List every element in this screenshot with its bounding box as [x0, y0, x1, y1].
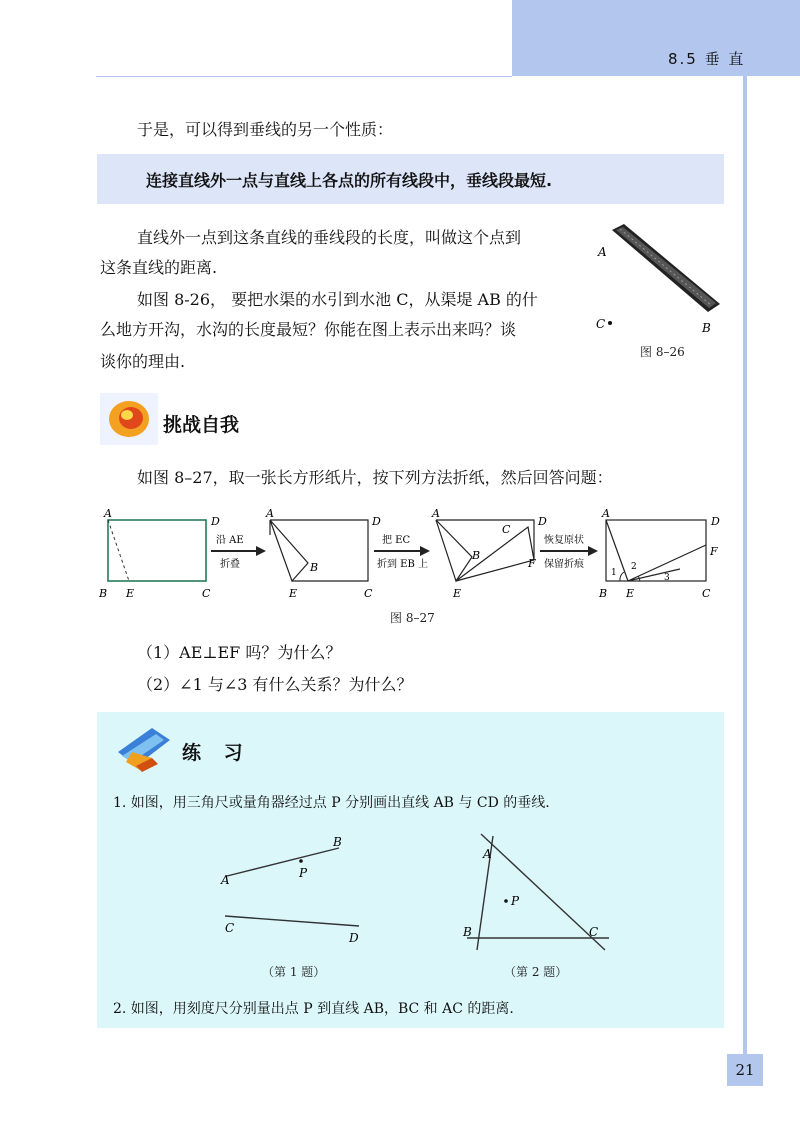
exercise-icon — [112, 722, 176, 774]
svg-text:3: 3 — [664, 573, 670, 583]
section-title: 8.5 垂 直 — [668, 50, 746, 68]
svg-text:C: C — [502, 523, 511, 536]
svg-text:A: A — [432, 507, 440, 520]
challenge-q1: （1）AE⊥EF 吗？为什么？ — [137, 643, 342, 662]
exercise-item-1: 1. 如图，用三角尺或量角器经过点 P 分别画出直线 AB 与 CD 的垂线. — [113, 795, 550, 811]
svg-text:D: D — [372, 515, 381, 528]
fig26-caption: 图 8–26 — [640, 345, 685, 359]
page-number: 21 — [727, 1054, 763, 1086]
svg-text:折到 EB 上: 折到 EB 上 — [377, 559, 429, 570]
fold-step-1 — [98, 507, 220, 600]
svg-text:D: D — [711, 515, 720, 528]
svg-text:A: A — [221, 873, 230, 887]
svg-text:C: C — [702, 587, 711, 600]
svg-text:F: F — [710, 545, 718, 558]
header-rule — [96, 76, 512, 77]
fold-step-2 — [265, 507, 381, 600]
fold-step-3 — [431, 507, 547, 600]
svg-text:B: B — [463, 925, 472, 939]
question-line3: 谈你的理由. — [100, 352, 186, 371]
svg-text:D: D — [538, 515, 547, 528]
intro-text: 于是，可以得到垂线的另一个性质： — [137, 120, 394, 139]
question-line2: 么地方开沟，水沟的长度最短？你能在图上表示出来吗？谈 — [100, 320, 517, 339]
svg-text:E: E — [626, 587, 635, 600]
canal-bank-ab — [612, 224, 720, 312]
fold-arrow-3 — [540, 533, 598, 570]
svg-text:沿 AE: 沿 AE — [216, 535, 244, 546]
svg-text:P: P — [511, 894, 520, 908]
svg-text:B: B — [310, 561, 319, 574]
svg-text:P: P — [299, 866, 308, 880]
fig26-label-c: C — [596, 317, 606, 331]
fig27-caption: 图 8–27 — [390, 611, 435, 625]
svg-text:B: B — [99, 587, 108, 600]
fig26-label-b: B — [702, 321, 711, 335]
svg-text:D: D — [211, 515, 220, 528]
challenge-icon — [100, 393, 158, 445]
exercise-item-2: 2. 如图，用刻度尺分别量出点 P 到直线 AB，BC 和 AC 的距离. — [113, 1001, 514, 1017]
svg-text:A: A — [483, 847, 492, 861]
svg-text:C: C — [364, 587, 373, 600]
svg-text:A: A — [104, 507, 112, 520]
svg-text:E: E — [453, 587, 462, 600]
svg-text:2: 2 — [631, 562, 637, 572]
svg-text:把 EC: 把 EC — [382, 535, 411, 546]
point-p-triangle — [504, 899, 508, 903]
challenge-title: 挑战自我 — [163, 414, 240, 436]
fold-step-4 — [598, 507, 720, 600]
exercise-fig1-caption: （第 1 题） — [262, 965, 326, 979]
svg-text:恢复原状: 恢复原状 — [544, 535, 584, 546]
exercise-figure-1 — [215, 830, 375, 950]
line-ac-triangle — [481, 834, 605, 950]
svg-text:D: D — [349, 931, 359, 945]
distance-def-line1: 直线外一点到这条直线的垂线段的长度，叫做这个点到 — [137, 228, 522, 247]
property-text: 连接直线外一点与直线上各点的所有线段中，垂线段最短. — [146, 171, 553, 190]
exercise-fig2-caption: （第 2 题） — [504, 965, 568, 979]
challenge-q2: （2）∠1 与∠3 有什么关系？为什么？ — [137, 675, 413, 694]
svg-text:B: B — [472, 549, 481, 562]
page-side-rule — [743, 76, 747, 1086]
distance-def-line2: 这条直线的距离. — [100, 258, 218, 277]
exercise-figure-2 — [455, 828, 615, 958]
svg-text:E: E — [126, 587, 135, 600]
figure-8-26 — [590, 220, 730, 340]
fold-arrow-1 — [211, 534, 266, 570]
point-p — [299, 859, 303, 863]
figure-8-27 — [96, 505, 736, 605]
svg-text:C: C — [202, 587, 211, 600]
svg-text:C: C — [589, 925, 599, 939]
svg-text:1: 1 — [611, 568, 617, 578]
svg-text:保留折痕: 保留折痕 — [544, 559, 584, 570]
line-ab — [227, 848, 339, 876]
svg-text:折叠: 折叠 — [220, 559, 240, 570]
svg-text:B: B — [333, 835, 342, 849]
svg-text:A: A — [266, 507, 274, 520]
pool-point-c — [608, 321, 612, 325]
header-band — [512, 0, 800, 76]
svg-text:E: E — [289, 587, 298, 600]
svg-text:C: C — [225, 921, 235, 935]
svg-text:B: B — [599, 587, 608, 600]
fold-arrow-2 — [374, 533, 430, 570]
svg-text:A: A — [602, 507, 610, 520]
line-cd — [225, 916, 359, 926]
challenge-intro: 如图 8–27，取一张长方形纸片，按下列方法折纸，然后回答问题： — [137, 468, 613, 487]
exercise-title: 练 习 — [182, 742, 251, 764]
fig26-label-a: A — [598, 245, 607, 259]
svg-text:F: F — [528, 557, 536, 570]
question-line1: 如图 8-26， 要把水渠的水引到水池 C，从渠堤 AB 的什 — [137, 290, 538, 309]
